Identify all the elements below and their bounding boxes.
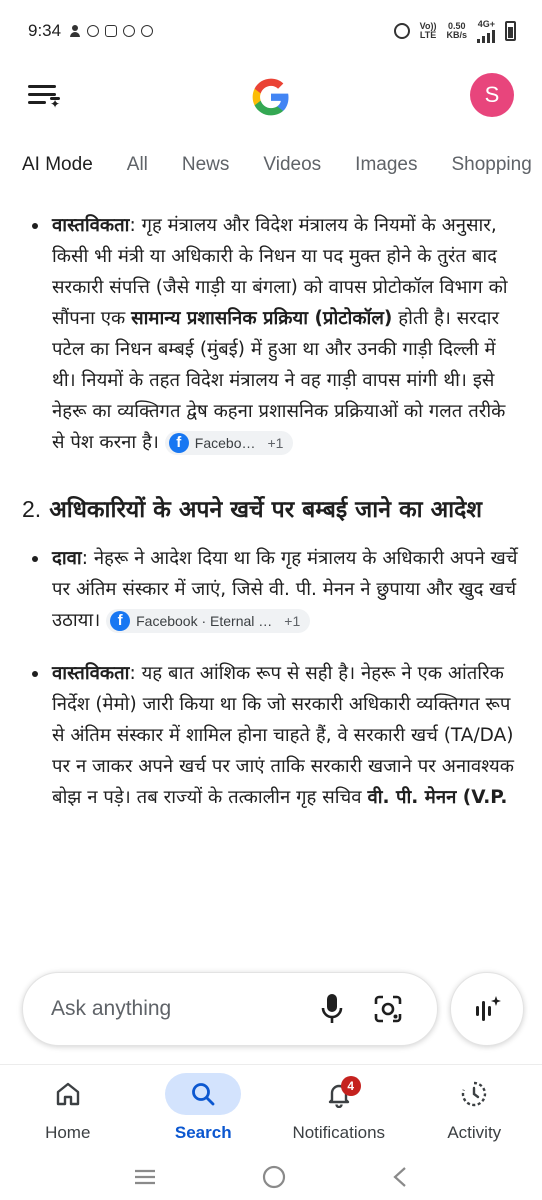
list-item: [0, 210, 542, 458]
person-icon: [69, 25, 81, 37]
bullet-bold-text: वी. पी. मेनन (V.P.: [367, 787, 508, 808]
system-navigation-bar: [0, 1154, 542, 1200]
source-chip-label: Facebook · Eternal …: [136, 613, 273, 629]
bullet-term: वास्तविकता: [52, 663, 130, 684]
status-bar: [0, 0, 542, 62]
cell-signal: [477, 20, 495, 43]
list-item: [0, 658, 542, 813]
source-chip[interactable]: [106, 609, 310, 633]
search-tabs: [0, 140, 542, 190]
status-system-icons: [394, 20, 516, 43]
nav-home[interactable]: [0, 1065, 136, 1154]
tab-all[interactable]: All: [126, 154, 148, 175]
source-chip[interactable]: [165, 431, 294, 455]
tab-videos[interactable]: Videos: [263, 154, 322, 175]
alarm-icon: [394, 23, 410, 39]
network-type: 4G+: [477, 18, 495, 29]
section-title: अधिकारियों के अपने खर्चे पर बम्बई जाने का आदेश: [41, 497, 482, 523]
volte-indicator: [420, 22, 437, 40]
signal-bars-icon: [477, 29, 495, 43]
volte-label: Vo)): [419, 21, 437, 31]
nav-notifications-label: Notifications: [292, 1123, 386, 1142]
source-chip-count: +1: [267, 435, 284, 451]
tab-shopping[interactable]: Shopping: [451, 154, 532, 175]
menu-icon[interactable]: ✦: [28, 83, 60, 109]
activity-icon: [460, 1080, 488, 1108]
speed-value: 0.50: [447, 21, 466, 31]
list-item: [0, 543, 542, 636]
bullet-term: दावा: [52, 548, 82, 569]
source-chip-label: Facebo…: [194, 435, 256, 451]
bullet-text: : यह बात आंशिक रूप से सही है। नेहरू ने एक आंतरिक निर्देश (मेमो) जारी किया था कि जो सरकारी अधिकारी व्यक्तिगत रूप से अंतिम संस्कार में शामिल होना चाहते हैं, वे सरकारी खर्च (TA/DA) पर न जाकर अपने खर्च पर जाएं ताकि सरकारी खजाने पर अनावश्यक बोझ न पड़े। तब राज्यों के तत्कालीन गृह सचिव: [52, 663, 514, 808]
battery-icon: [505, 21, 516, 41]
facebook-icon: f: [110, 611, 130, 631]
bullet-text: होती है। सरदार पटेल का निधन बम्बई (मुंबई) में हुआ था और उनकी गाड़ी दिल्ली में थी। नियमों के तहत विदेश मंत्रालय ने वह गाड़ी वापस मांगी थी। इसे नेहरू का व्यक्तिगत द्वेष कहना प्रशासनिक प्रक्रियाओं को गलत तरीके से पेश करना है।: [52, 308, 506, 453]
lte-label: LTE: [419, 30, 437, 40]
ai-voice-button[interactable]: [450, 972, 524, 1046]
messenger-icon: [87, 25, 99, 37]
bullet-text: : गृह मंत्रालय और विदेश मंत्रालय के नियमों के अनुसार, किसी भी मंत्री या अधिकारी के निधन या पद मुक्त होने के तुरंत बाद सरकारी संपत्ति (जैसे गाड़ी या बंगला) को वापस प्रोटोकॉल विभाग को सौंपना एक: [52, 215, 508, 329]
bullet-bold-text: सामान्य प्रशासनिक प्रक्रिया (प्रोटोकॉल): [131, 308, 393, 329]
google-lens-icon[interactable]: [373, 994, 403, 1024]
nav-search[interactable]: [136, 1065, 272, 1154]
status-notification-icons: [69, 25, 153, 37]
status-time: 9:34: [28, 21, 62, 40]
content-fade-overlay: [0, 900, 542, 970]
home-circle-icon[interactable]: [261, 1164, 287, 1190]
account-avatar[interactable]: S: [470, 73, 514, 117]
tab-news[interactable]: News: [181, 154, 230, 175]
bullet-term: वास्तविकता: [52, 215, 130, 236]
tab-images[interactable]: Images: [355, 154, 418, 175]
ask-input-placeholder[interactable]: Ask anything: [51, 997, 172, 1020]
ai-sparkle-waveform-icon: [472, 994, 502, 1024]
ask-anything-bar[interactable]: [22, 972, 438, 1046]
section-number: 2.: [22, 496, 42, 522]
back-icon[interactable]: [390, 1165, 410, 1189]
source-chip-count: +1: [284, 613, 301, 629]
home-icon: [54, 1080, 82, 1108]
bottom-navigation: [0, 1064, 542, 1154]
facebook-icon: [141, 25, 153, 37]
whatsapp-icon: [123, 25, 135, 37]
notification-badge: 4: [341, 1076, 361, 1096]
nav-activity[interactable]: [407, 1065, 542, 1154]
search-icon: [189, 1080, 217, 1108]
section-heading: [0, 490, 542, 529]
nav-search-label: Search: [174, 1123, 232, 1142]
facebook-icon: f: [169, 433, 189, 453]
google-logo-icon[interactable]: [250, 76, 292, 118]
app-header: [0, 62, 542, 130]
instagram-icon: [105, 25, 117, 37]
bullet-text: : नेहरू ने आदेश दिया था कि गृह मंत्रालय के अधिकारी अपने खर्चे पर अंतिम संस्कार में जाएं, जिसे वी. पी. मेनन ने छुपाया और खुद खर्च उठाया।: [52, 548, 518, 631]
nav-activity-label: Activity: [447, 1123, 502, 1142]
data-speed: [446, 22, 467, 40]
ai-answer-content: [0, 210, 542, 970]
nav-home-label: Home: [45, 1123, 91, 1142]
nav-notifications[interactable]: [271, 1065, 407, 1154]
tab-ai-mode[interactable]: AI Mode: [22, 154, 93, 175]
recent-apps-icon[interactable]: [132, 1167, 158, 1187]
speed-unit: KB/s: [446, 30, 467, 40]
microphone-icon[interactable]: [317, 991, 347, 1027]
